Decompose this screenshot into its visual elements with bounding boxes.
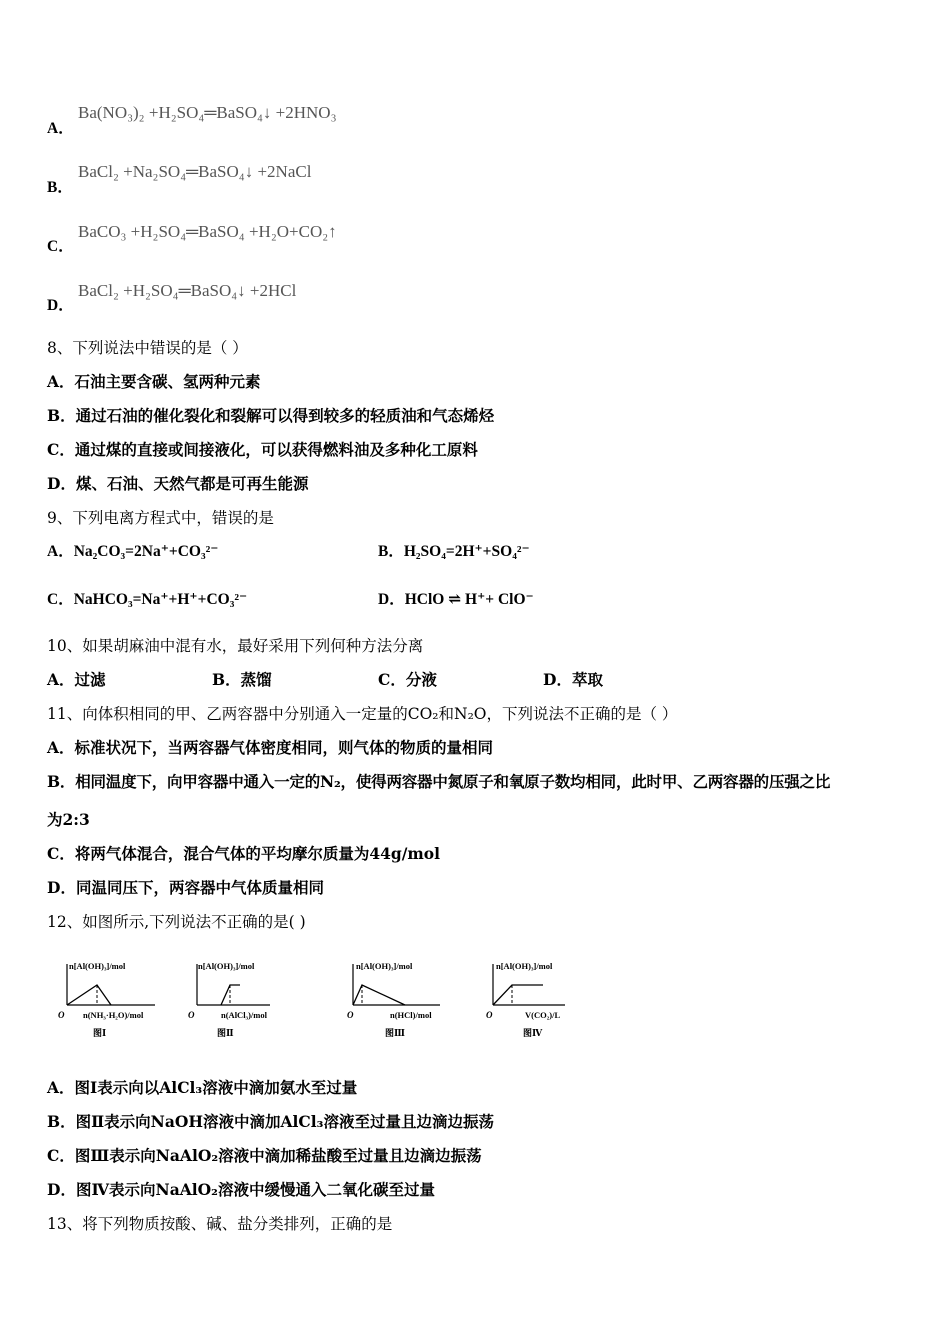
q8-option-a: A．石油主要含碳、氢两种元素 <box>47 372 261 391</box>
graph-2-ylabel: n[Al(OH)₃]/mol <box>198 961 255 971</box>
graph-4-curve <box>493 985 543 1005</box>
q8-stem: 8、下列说法中错误的是（ ） <box>47 339 248 357</box>
graph-2-xlabel: n(AlCl₃)/mol <box>221 1010 267 1020</box>
q12-option-c: C．图Ⅲ表示向NaAlO₂溶液中滴加稀盐酸至过量且边滴边振荡 <box>47 1146 482 1165</box>
graph-4-origin: O <box>486 1010 493 1020</box>
graph-1-xlabel: n(NH₃·H₂O)/mol <box>83 1010 144 1020</box>
q12-option-d: D．图Ⅳ表示向NaAlO₂溶液中缓慢通入二氧化碳至过量 <box>47 1180 435 1199</box>
q11-option-c: C．将两气体混合，混合气体的平均摩尔质量为44g/mol <box>47 844 441 863</box>
graph-3-curve <box>353 985 405 1005</box>
graph-1 <box>55 958 165 1043</box>
q12-stem: 12、如图所示,下列说法不正确的是( ) <box>47 913 306 931</box>
q7-option-c-equation: BaCO₃ +H₂SO₄═BaSO₄ +H₂O+CO₂↑ <box>78 222 337 241</box>
graph-3 <box>345 958 455 1043</box>
q11-stem: 11、向体积相同的甲、乙两容器中分别通入一定量的CO₂和N₂O，下列说法不正确的是（ ） <box>47 705 678 723</box>
q9-stem: 9、下列电离方程式中，错误的是 <box>47 509 274 527</box>
q9-option-c: C．NaHCO₃=Na⁺+H⁺+CO₃²⁻ <box>47 591 248 608</box>
graph-3-xlabel: n(HCl)/mol <box>390 1010 432 1020</box>
q8-option-d: D．煤、石油、天然气都是可再生能源 <box>47 474 309 493</box>
q10-option-b: B．蒸馏 <box>212 670 272 689</box>
q11-option-d: D．同温同压下，两容器中气体质量相同 <box>47 878 324 897</box>
graph-1-curve <box>67 985 111 1005</box>
q7-option-a-equation: Ba(NO₃)₂ +H₂SO₄═BaSO₄↓ +2HNO₃ <box>78 103 337 122</box>
graph-4-ylabel: n[Al(OH)₃]/mol <box>496 961 553 971</box>
graph-1-origin: O <box>58 1010 65 1020</box>
q10-option-a: A．过滤 <box>47 670 106 689</box>
q12-option-b: B．图Ⅱ表示向NaOH溶液中滴加AlCl₃溶液至过量且边滴边振荡 <box>47 1112 494 1131</box>
graph-1-caption: 图Ⅰ <box>93 1028 107 1038</box>
q11-option-b-line2: 为2:3 <box>47 810 90 829</box>
q12-option-a: A．图Ⅰ表示向以AlCl₃溶液中滴加氨水至过量 <box>47 1078 358 1097</box>
graph-4-caption: 图Ⅳ <box>523 1028 543 1038</box>
q7-option-b-equation: BaCl₂ +Na₂SO₄═BaSO₄↓ +2NaCl <box>78 162 312 181</box>
q7-option-d-letter: D． <box>47 297 74 314</box>
q10-option-c: C．分液 <box>378 670 437 689</box>
graph-2 <box>185 958 305 1043</box>
q7-option-c-letter: C． <box>47 238 74 255</box>
q13-stem: 13、将下列物质按酸、碱、盐分类排列，正确的是 <box>47 1215 393 1233</box>
graph-3-origin: O <box>347 1010 354 1020</box>
q8-option-b: B．通过石油的催化裂化和裂解可以得到较多的轻质油和气态烯烃 <box>47 406 495 425</box>
q7-option-d-equation: BaCl₂ +H₂SO₄═BaSO₄↓ +2HCl <box>78 281 297 300</box>
q9-option-a: A．Na₂CO₃=2Na⁺+CO₃²⁻ <box>47 543 219 560</box>
graph-4 <box>485 958 585 1043</box>
q8-option-c: C．通过煤的直接或间接液化，可以获得燃料油及多种化工原料 <box>47 440 478 459</box>
graph-1-ylabel: n[Al(OH)₃]/mol <box>69 961 126 971</box>
graph-4-xlabel: V(CO₂)/L <box>525 1010 561 1020</box>
graph-2-origin: O <box>188 1010 195 1020</box>
q10-option-d: D．萃取 <box>543 670 603 689</box>
q11-option-a: A．标准状况下，当两容器气体密度相同，则气体的物质的量相同 <box>47 738 494 757</box>
q9-option-d: D．HClO ⇌ H⁺+ ClO⁻ <box>378 591 534 608</box>
graph-3-ylabel: n[Al(OH)₃]/mol <box>356 961 413 971</box>
q10-stem: 10、如果胡麻油中混有水，最好采用下列何种方法分离 <box>47 637 424 655</box>
q7-option-a-letter: A． <box>47 120 74 137</box>
graph-3-caption: 图Ⅲ <box>385 1028 405 1038</box>
graph-2-caption: 图Ⅱ <box>217 1028 234 1038</box>
q9-option-b: B．H₂SO₄=2H⁺+SO₄²⁻ <box>378 543 530 560</box>
q11-option-b-line1: B．相同温度下，向甲容器中通入一定的N₂，使得两容器中氮原子和氧原子数均相同，此时甲、乙两容器的压强之比 <box>47 772 831 791</box>
q7-option-b-letter: B． <box>47 179 73 196</box>
